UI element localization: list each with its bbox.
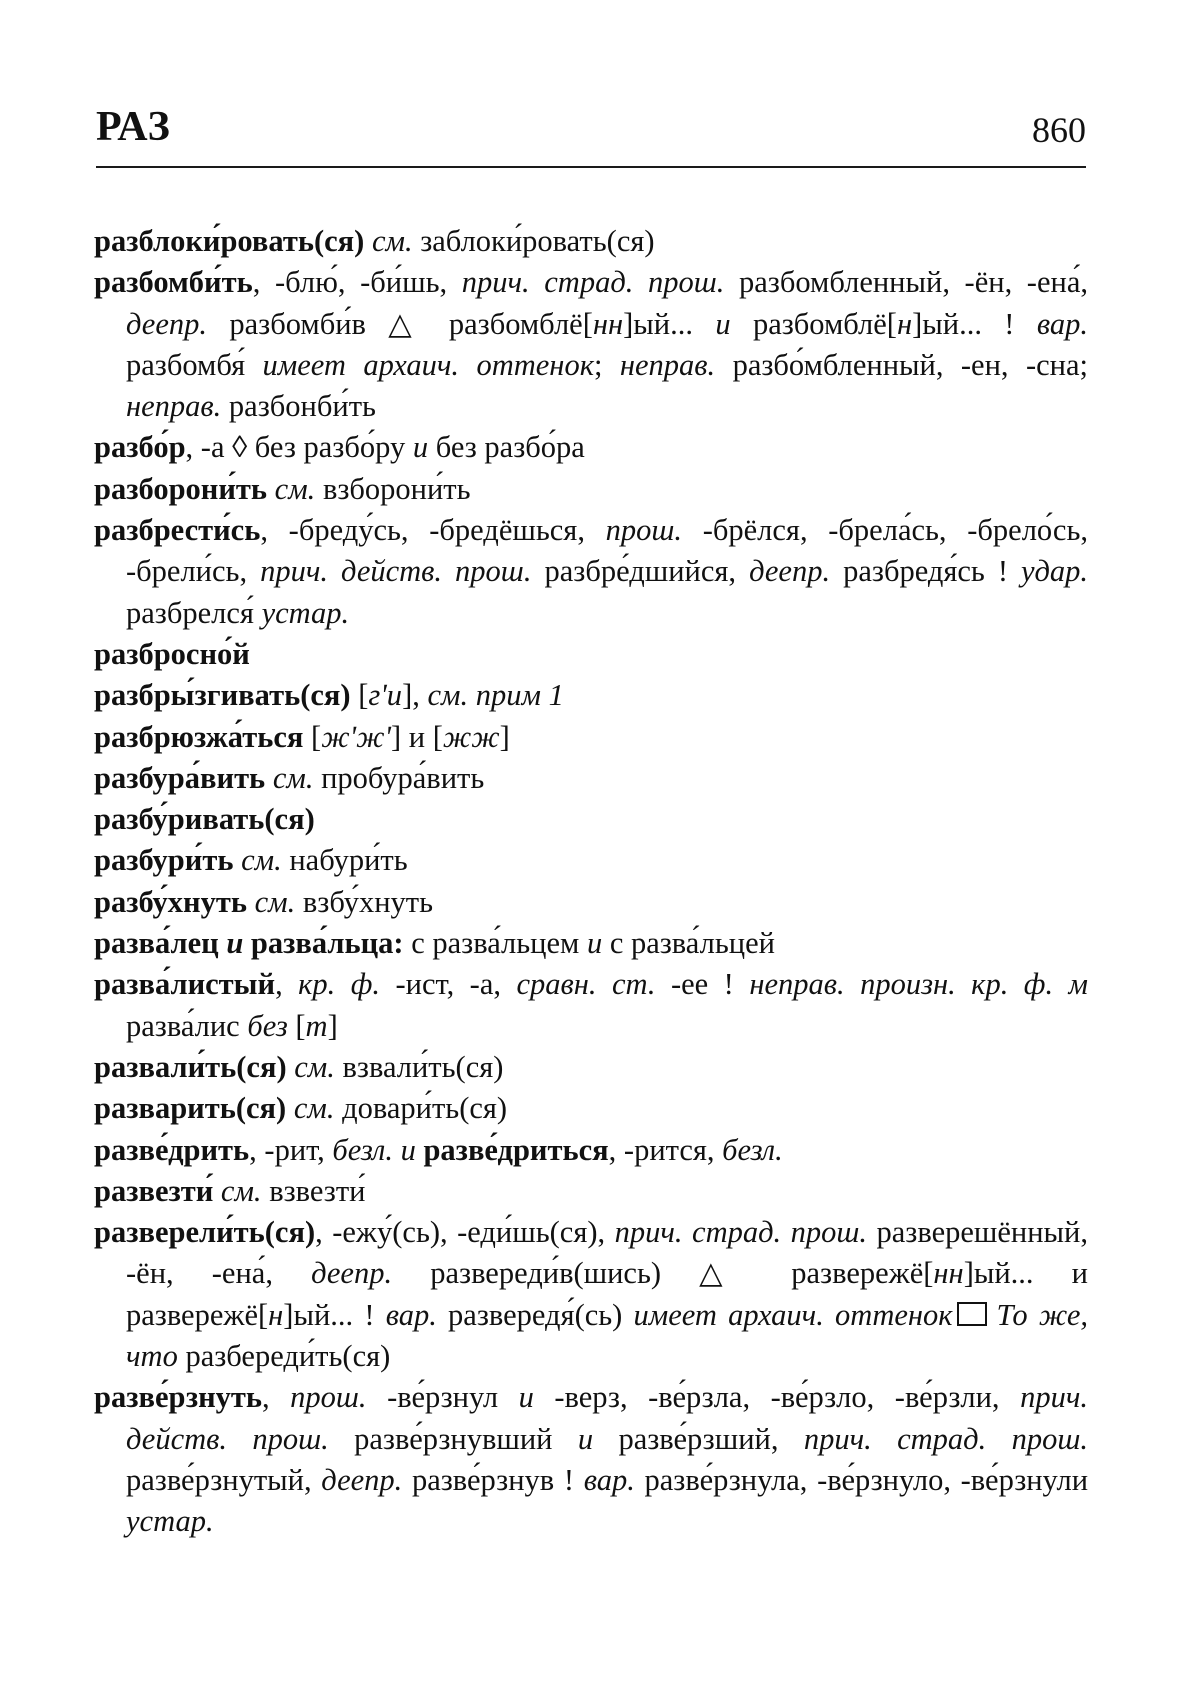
grammar-label: деепр. bbox=[126, 306, 208, 341]
headword: разве́рзнуть bbox=[94, 1380, 263, 1415]
entry-text: -верз, -ве́рзла, -ве́рзло, -ве́рзли, bbox=[533, 1380, 1021, 1415]
grammar-label: прич. страд. прош. bbox=[461, 265, 725, 300]
dictionary-entry bbox=[94, 427, 1088, 468]
entry-text bbox=[393, 1133, 401, 1167]
page-number: 860 bbox=[1032, 110, 1086, 150]
entry-text: ]ый... ! bbox=[283, 1297, 386, 1332]
entry-text: -ее ! bbox=[655, 967, 750, 1002]
grammar-label: и bbox=[577, 1421, 594, 1456]
entry-text: [ bbox=[303, 719, 322, 754]
entry-text: разбре́дшийся, bbox=[531, 554, 750, 589]
page-header bbox=[96, 106, 1086, 168]
grammar-label: прош. bbox=[605, 513, 683, 548]
headword: разбрюзжа́ться bbox=[94, 719, 304, 754]
grammar-label: без bbox=[247, 1008, 288, 1043]
dictionary-entry bbox=[94, 510, 1088, 634]
grammar-label: н bbox=[268, 1297, 284, 1332]
headword: разбры́згивать(ся) bbox=[94, 678, 351, 713]
dictionary-entries bbox=[94, 221, 1088, 1543]
dictionary-entry bbox=[94, 262, 1088, 427]
grammar-label: имеет архаич. оттенок bbox=[633, 1297, 953, 1332]
entry-text: ; bbox=[593, 347, 620, 382]
entry-text: пробура́вить bbox=[313, 760, 485, 795]
dictionary-entry bbox=[94, 1047, 1088, 1088]
grammar-label: см. bbox=[274, 471, 316, 506]
conjunction-label: и bbox=[226, 926, 244, 961]
entry-text bbox=[213, 1174, 221, 1208]
grammar-label: и bbox=[412, 430, 429, 465]
entry-text: , -рится, bbox=[608, 1132, 723, 1167]
headword: разварить(ся) bbox=[94, 1091, 287, 1126]
grammar-label: см. bbox=[254, 884, 296, 919]
grammar-label: жʹжʹ bbox=[321, 719, 392, 754]
entry-text bbox=[364, 224, 372, 258]
dictionary-entry bbox=[94, 1212, 1088, 1377]
entry-text: довари́ть(ся) bbox=[334, 1091, 508, 1126]
entry-text: -брёлся, -брела́сь, -брело́сь, -брели́сь, bbox=[126, 513, 1088, 589]
entry-text: [ bbox=[350, 678, 369, 713]
entry-text: с разва́льцей bbox=[602, 926, 775, 961]
entry-text: разбонби́ть bbox=[221, 389, 376, 424]
grammar-label: удар. bbox=[1021, 554, 1089, 589]
grammar-label: сравн. ст. bbox=[516, 967, 656, 1002]
dictionary-entry bbox=[94, 717, 1088, 758]
dictionary-entry bbox=[94, 221, 1088, 262]
entry-text: разбомби́в △ разбомблё[ bbox=[207, 306, 593, 341]
entry-text: разбрелся́ bbox=[126, 595, 262, 630]
grammar-label: деепр. bbox=[311, 1256, 393, 1291]
grammar-label: т bbox=[305, 1008, 328, 1043]
entry-text: , -ежу́(сь), -еди́шь(ся), bbox=[315, 1215, 615, 1250]
grammar-label: прич. страд. прош. bbox=[614, 1215, 868, 1250]
grammar-label: и bbox=[518, 1380, 534, 1415]
headword: развали́ть(ся) bbox=[94, 1049, 287, 1084]
entry-text: разбомблё[ bbox=[730, 306, 897, 341]
entry-text bbox=[233, 843, 241, 877]
grammar-label: прич. действ. прош. bbox=[260, 554, 532, 589]
entry-text: взвезти́ bbox=[261, 1173, 366, 1208]
grammar-label: неправ. произн. кр. ф. м bbox=[749, 967, 1089, 1002]
grammar-label: деепр. bbox=[749, 554, 831, 589]
headword: разверели́ть(ся) bbox=[94, 1215, 316, 1250]
entry-text: разверешённый, -ён, -ена́, bbox=[126, 1215, 1088, 1291]
dictionary-entry bbox=[94, 469, 1088, 510]
entry-text: разве́рзший, bbox=[593, 1421, 804, 1456]
headword: разва́льца: bbox=[250, 926, 404, 961]
grammar-label: см. bbox=[241, 843, 282, 878]
headword: разбрести́сь bbox=[94, 513, 261, 548]
grammar-label: устар. bbox=[126, 1504, 214, 1539]
entry-text: ]ый... bbox=[623, 306, 716, 341]
grammar-label: неправ. bbox=[619, 347, 716, 382]
grammar-label: прич. страд. прош. bbox=[803, 1421, 1088, 1456]
grammar-label: вар. bbox=[583, 1462, 635, 1497]
entry-text: ], bbox=[402, 678, 428, 713]
dictionary-entry bbox=[94, 1130, 1088, 1171]
entry-text: разбо́мбленный, -ен, -сна; bbox=[715, 347, 1088, 382]
grammar-label: см. bbox=[294, 1049, 335, 1084]
grammar-label: и bbox=[586, 926, 603, 961]
headword: разва́листый bbox=[94, 967, 276, 1002]
entry-text: , -бреду́сь, -бредёшься, bbox=[260, 513, 606, 548]
dictionary-entry bbox=[94, 923, 1088, 964]
grammar-label: см. bbox=[371, 224, 413, 258]
grammar-label: см. прим 1 bbox=[427, 678, 564, 713]
entry-text bbox=[267, 472, 275, 506]
grammar-label: см. bbox=[293, 1091, 335, 1126]
grammar-label: н bbox=[896, 306, 913, 341]
entry-text bbox=[265, 761, 273, 795]
grammar-label: кр. ф. bbox=[298, 967, 381, 1002]
headword: разборони́ть bbox=[94, 471, 268, 506]
entry-text bbox=[247, 885, 255, 919]
entry-text: , -блю́, -би́шь, bbox=[252, 265, 462, 300]
headword: разбросно́й bbox=[94, 636, 250, 671]
entry-text: -ист, -а, bbox=[380, 967, 517, 1002]
grammar-label: см. bbox=[272, 760, 314, 795]
dictionary-entry bbox=[94, 1377, 1088, 1542]
grammar-label: жж bbox=[442, 719, 500, 754]
dictionary-entry bbox=[94, 799, 1088, 840]
dictionary-entry bbox=[94, 758, 1088, 799]
grammar-label: вар. bbox=[1036, 306, 1088, 341]
grammar-label: нн bbox=[592, 306, 624, 341]
entry-text: , -рит, bbox=[249, 1132, 333, 1167]
grammar-label: гʹи bbox=[368, 678, 403, 713]
entry-text: разбомбя́ bbox=[126, 347, 263, 382]
entry-text: взвали́ть(ся) bbox=[334, 1049, 504, 1084]
entry-text: разбомбленный, -ён, -ена́, bbox=[724, 265, 1088, 300]
entry-text: ] и [ bbox=[391, 719, 443, 754]
running-head: РАЗ bbox=[96, 104, 171, 150]
grammar-label: устар. bbox=[261, 595, 350, 630]
headword: развезти́ bbox=[94, 1173, 214, 1208]
entry-text: ]ый... ! bbox=[912, 306, 1037, 341]
entry-text: , bbox=[262, 1380, 291, 1415]
grammar-label: То же, что bbox=[126, 1297, 1088, 1374]
entry-text: взборони́ть bbox=[315, 471, 471, 506]
grammar-label: прич. действ. прош. bbox=[126, 1380, 1088, 1456]
headword: разбура́вить bbox=[94, 760, 266, 795]
grammar-label: неправ. bbox=[126, 389, 222, 424]
grammar-label: и bbox=[400, 1132, 416, 1167]
entry-text: с разва́льцем bbox=[403, 926, 587, 961]
entry-text: разбереди́ть(ся) bbox=[177, 1339, 391, 1374]
entry-text: разве́рзнула, -ве́рзнуло, -ве́рзнули bbox=[634, 1462, 1089, 1497]
headword: разбомби́ть bbox=[94, 265, 253, 300]
grammar-label: вар. bbox=[385, 1297, 437, 1332]
entry-text bbox=[286, 1091, 294, 1125]
headword: разбу́хнуть bbox=[94, 884, 247, 919]
headword: разва́лец bbox=[94, 926, 219, 961]
entry-text: разва́лис bbox=[126, 1008, 248, 1043]
entry-text: без разбо́ра bbox=[428, 430, 585, 465]
entry-text: [ bbox=[287, 1008, 306, 1043]
dictionary-entry bbox=[94, 634, 1088, 675]
dictionary-entry bbox=[94, 840, 1088, 881]
entry-text: разве́рзнувший bbox=[328, 1421, 578, 1456]
entry-text: , -а ◊ без разбо́ру bbox=[185, 430, 413, 465]
grammar-label: имеет архаич. оттенок bbox=[262, 347, 594, 382]
grammar-label: нн bbox=[933, 1256, 964, 1291]
entry-text: разве́рзнув ! bbox=[402, 1462, 584, 1497]
headword: разве́дриться bbox=[423, 1132, 609, 1167]
dictionary-entry bbox=[94, 1171, 1088, 1212]
entry-text: ] bbox=[499, 719, 510, 754]
entry-text: ]ый... и развережё[ bbox=[126, 1256, 1088, 1332]
grammar-label: деепр. bbox=[321, 1462, 403, 1497]
grammar-label: безл. bbox=[722, 1132, 783, 1167]
entry-text: разве́рзнутый, bbox=[126, 1462, 322, 1497]
grammar-label: безл. bbox=[332, 1132, 393, 1167]
grammar-label: см. bbox=[220, 1173, 262, 1208]
dictionary-entry bbox=[94, 964, 1088, 1047]
grammar-label: и bbox=[715, 306, 731, 341]
entry-text: набури́ть bbox=[281, 843, 408, 878]
entry-text: заблоки́ровать(ся) bbox=[412, 224, 655, 258]
entry-text bbox=[243, 926, 251, 960]
headword: разве́дрить bbox=[94, 1132, 250, 1167]
entry-text: разбредя́сь ! bbox=[830, 554, 1022, 589]
square-box-icon bbox=[957, 1302, 987, 1326]
entry-text: развередя́(сь) bbox=[436, 1297, 634, 1332]
dictionary-entry bbox=[94, 675, 1088, 716]
dictionary-entry bbox=[94, 882, 1088, 923]
entry-text: взбу́хнуть bbox=[295, 884, 434, 919]
headword: разбу́ривать(ся) bbox=[94, 802, 315, 837]
headword: разблоки́ровать(ся) bbox=[94, 224, 365, 258]
dictionary-entry bbox=[94, 1088, 1088, 1129]
headword: разбо́р bbox=[94, 430, 186, 465]
entry-text: развереди́в(шись) △ развережё[ bbox=[392, 1256, 934, 1291]
headword: разбури́ть bbox=[94, 843, 234, 878]
entry-text: , bbox=[275, 967, 299, 1002]
entry-text: -ве́рзнул bbox=[366, 1380, 519, 1415]
entry-text: ] bbox=[327, 1008, 338, 1043]
grammar-label: прош. bbox=[290, 1380, 367, 1415]
